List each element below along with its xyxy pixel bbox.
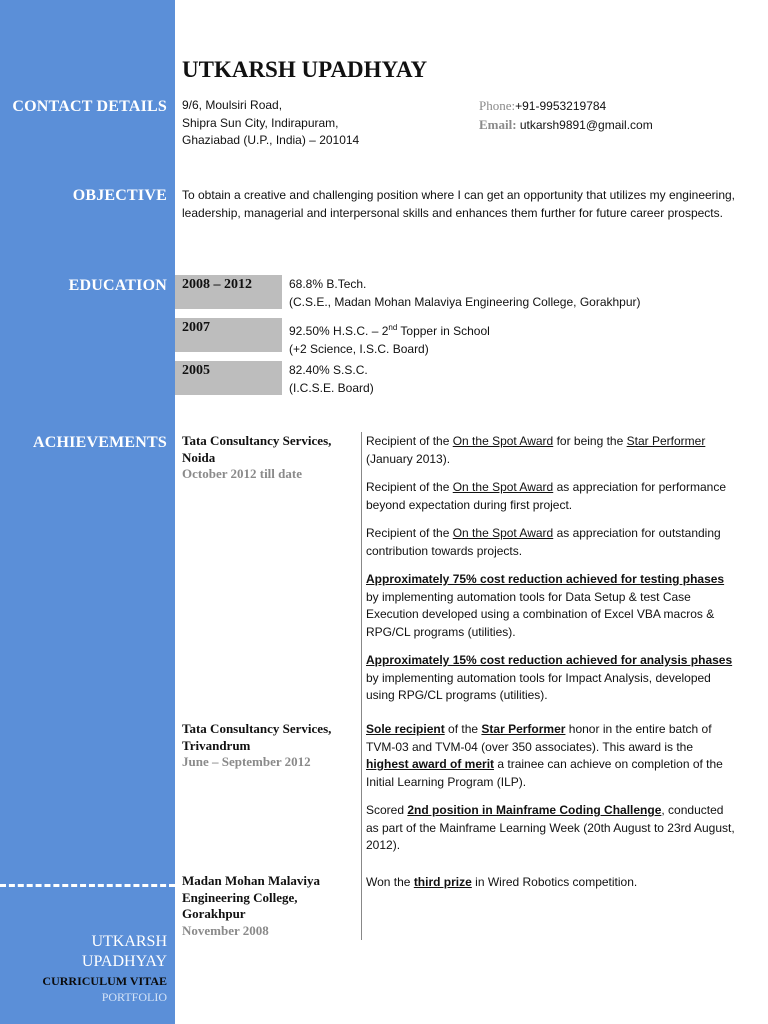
- education-details: [289, 319, 749, 358]
- organization-name: Tata Consultancy Services, Trivandrum: [182, 721, 332, 753]
- achievement-item: Scored 2nd position in Mainframe Coding Challenge, conducted as part of the Mainframe Learning Week (20th August to 23rd August, 2012).: [366, 803, 735, 852]
- phone-value: +91-9953219784: [515, 99, 607, 113]
- education-row: [175, 318, 755, 356]
- education-degree: 68.8% B.Tech.: [289, 277, 367, 291]
- address-block: [182, 97, 462, 150]
- achievement-item: Recipient of the On the Spot Award for being the Star Performer (January 2013).: [366, 434, 706, 466]
- footer-last-name: UPADHYAY: [81, 953, 167, 970]
- achievement-item: Approximately 75% cost reduction achieved for testing phases by implementing automation tools for Data Setup & test Case Execution developed using a combination of Excel VBA macros & RPG/CL programs (utilities).: [366, 572, 725, 639]
- organization-date: October 2012 till date: [182, 466, 302, 481]
- email-row: [479, 116, 759, 135]
- email-link[interactable]: utkarsh9891@gmail.com: [519, 117, 653, 132]
- phone-label: Phone:: [479, 98, 516, 113]
- achievement-item: Recipient of the On the Spot Award as appreciation for outstanding contribution towards projects.: [366, 526, 721, 558]
- organization-name: Madan Mohan Malaviya Engineering College, Gorakhpur: [182, 873, 320, 921]
- education-year: 2005: [175, 361, 282, 395]
- organization-tcs-noida: [182, 433, 358, 483]
- education-institution: (+2 Science, I.S.C. Board): [289, 341, 429, 356]
- sidebar: [0, 0, 175, 1024]
- contact-block: [479, 97, 759, 134]
- dashed-divider: [0, 884, 175, 887]
- organization-mmmec: [182, 873, 358, 939]
- education-row: [175, 361, 755, 395]
- education-institution: (C.S.E., Madan Mohan Malaviya Engineering College, Gorakhpur): [289, 294, 641, 309]
- address-line: 9/6, Moulsiri Road,: [182, 98, 283, 112]
- achievements-divider: [361, 432, 362, 940]
- footer-first-name: UTKARSH: [91, 933, 167, 950]
- objective-text: To obtain a creative and challenging position where I can get an opportunity that utilizes my engineering, leadership, managerial and interpersonal skills and enhances them further for future career prospects.: [182, 188, 736, 220]
- candidate-name: UTKARSH UPADHYAY: [182, 57, 428, 82]
- achievement-item: Sole recipient of the Star Performer honor in the entire batch of TVM-03 and TVM-04 (over 350 associates). This award is the highest award of merit a trainee can achieve on completion of the Initial Learning Program (ILP).: [366, 722, 723, 789]
- education-details: [289, 276, 749, 311]
- education-degree: 82.40% S.S.C.: [289, 363, 368, 377]
- education-row: [175, 275, 755, 309]
- organization-tcs-trivandrum: [182, 721, 358, 771]
- education-details: [289, 362, 749, 397]
- address-line: Ghaziabad (U.P., India) – 201014: [182, 133, 360, 147]
- education-year: 2007: [175, 318, 282, 352]
- achievement-item: Won the third prize in Wired Robotics competition.: [366, 875, 638, 889]
- footer-curriculum-vitae: CURRICULUM VITAE: [42, 974, 167, 988]
- organization-date: November 2008: [182, 922, 269, 938]
- address-line: Shipra Sun City, Indirapuram,: [182, 115, 339, 130]
- phone-row: [479, 97, 759, 116]
- education-year: 2008 – 2012: [175, 275, 282, 309]
- contact-details-label: CONTACT DETAILS: [12, 98, 167, 115]
- achievement-item: Approximately 15% cost reduction achieved for analysis phases by implementing automation tools for Impact Analysis, developed using RPG/CL programs (utilities).: [366, 653, 733, 702]
- email-label: Email:: [479, 116, 517, 132]
- education-label: EDUCATION: [68, 277, 167, 294]
- organization-date: June – September 2012: [182, 754, 311, 769]
- footer-portfolio: PORTFOLIO: [101, 990, 167, 1004]
- objective-label: OBJECTIVE: [72, 187, 167, 204]
- organization-name: Tata Consultancy Services, Noida: [182, 433, 332, 465]
- education-institution: (I.C.S.E. Board): [289, 380, 374, 395]
- achievements-label: ACHIEVEMENTS: [33, 434, 167, 451]
- achievement-item: Recipient of the On the Spot Award as appreciation for performance beyond expectation during first project.: [366, 480, 726, 512]
- education-degree: 92.50% H.S.C. – 2nd Topper in School: [289, 323, 490, 338]
